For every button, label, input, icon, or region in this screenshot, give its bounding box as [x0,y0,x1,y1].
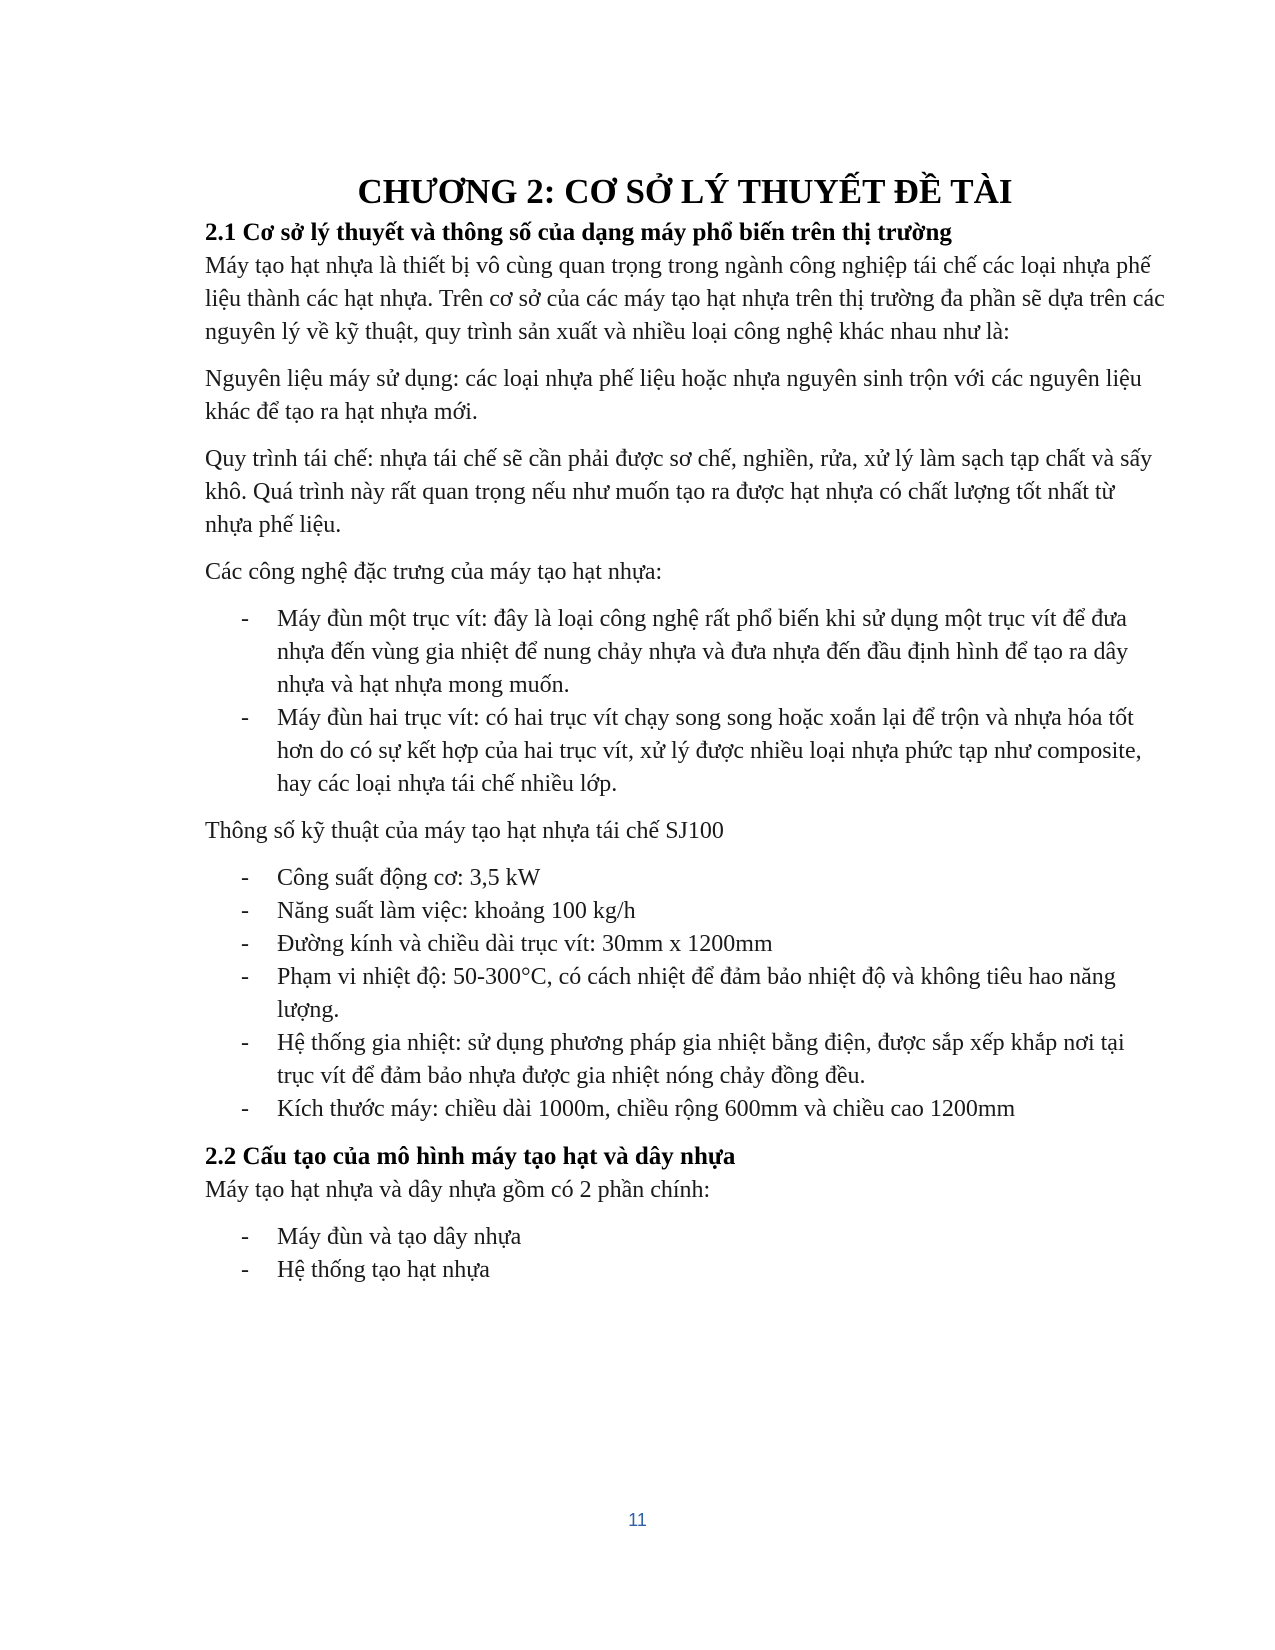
section-heading-2-1: 2.1 Cơ sở lý thuyết và thông số của dạng máy phổ biến trên thị trường [205,219,952,246]
paragraph-recycling-process: Quy trình tái chế: nhựa tái chế sẽ cần phải được sơ chế, nghiền, rửa, xử lý làm sạch tạp chất và sấy khô. Quá trình này rất quan trọng nếu như muốn tạo ra được hạt nhựa có chất lượng tốt nhất từ nhựa phế liệu. [205,446,1153,538]
list-item [205,1221,1165,1254]
main-parts-list [205,1221,1165,1287]
list-item-text: Năng suất làm việc: khoảng 100 kg/h [277,898,636,924]
list-item [205,928,1165,961]
dash-bullet: - [241,865,249,891]
list-item-text: Hệ thống gia nhiệt: sử dụng phương pháp gia nhiệt bằng điện, được sắp xếp khắp nơi tại trục vít để đảm bảo nhựa được gia nhiệt nóng chảy đồng đều. [277,1030,1125,1089]
paragraph-intro: Máy tạo hạt nhựa là thiết bị vô cùng quan trọng trong ngành công nghiệp tái chế các loại nhựa phế liệu thành các hạt nhựa. Trên cơ sở của các máy tạo hạt nhựa trên thị trường đa phần sẽ dựa trên các nguyên lý về kỹ thuật, quy trình sản xuất và nhiều loại công nghệ khác nhau như là: [205,253,1165,345]
list-item-text: Máy đùn và tạo dây nhựa [277,1224,522,1250]
dash-bullet: - [241,705,249,731]
list-item-text: Máy đùn hai trục vít: có hai trục vít chạy song song hoặc xoắn lại để trộn và nhựa hóa tốt hơn do có sự kết hợp của hai trục vít, xử lý được nhiều loại nhựa phức tạp như composite, hay các loại nhựa tái chế nhiều lớp. [277,705,1142,797]
dash-bullet: - [241,898,249,924]
paragraph-main-parts-intro: Máy tạo hạt nhựa và dây nhựa gồm có 2 phần chính: [205,1177,711,1203]
paragraph-materials: Nguyên liệu máy sử dụng: các loại nhựa phế liệu hoặc nhựa nguyên sinh trộn với các nguyên liệu khác để tạo ra hạt nhựa mới. [205,366,1142,425]
dash-bullet: - [241,1030,249,1056]
list-item-text: Đường kính và chiều dài trục vít: 30mm x 1200mm [277,931,773,957]
dash-bullet: - [241,931,249,957]
list-item-text: Hệ thống tạo hạt nhựa [277,1257,490,1283]
list-item-text: Kích thước máy: chiều dài 1000m, chiều rộng 600mm và chiều cao 1200mm [277,1096,1016,1122]
list-item [205,862,1165,895]
dash-bullet: - [241,606,249,632]
dash-bullet: - [241,1257,249,1283]
paragraph-technologies-intro: Các công nghệ đặc trưng của máy tạo hạt nhựa: [205,559,663,585]
list-item [205,603,1165,702]
paragraph-spec-intro: Thông số kỹ thuật của máy tạo hạt nhựa tái chế SJ100 [205,818,724,844]
list-item [205,961,1165,1027]
list-item-text: Công suất động cơ: 3,5 kW [277,865,541,891]
dash-bullet: - [241,1096,249,1122]
list-item-text: Phạm vi nhiệt độ: 50-300°C, có cách nhiệt để đảm bảo nhiệt độ và không tiêu hao năng lượng. [277,964,1116,1023]
dash-bullet: - [241,1224,249,1250]
list-item [205,895,1165,928]
section-heading-2-2: 2.2 Cấu tạo của mô hình máy tạo hạt và dây nhựa [205,1143,736,1170]
page-content [205,170,1165,1301]
technology-list [205,603,1165,801]
page-number: 11 [628,1510,647,1530]
list-item [205,1254,1165,1287]
list-item [205,702,1165,801]
list-item [205,1027,1165,1093]
list-item [205,1093,1165,1126]
dash-bullet: - [241,964,249,990]
spec-list [205,862,1165,1126]
list-item-text: Máy đùn một trục vít: đây là loại công nghệ rất phổ biến khi sử dụng một trục vít để đưa nhựa đến vùng gia nhiệt để nung chảy nhựa và đưa nhựa đến đầu định hình để tạo ra dây nhựa và hạt nhựa mong muốn. [277,606,1129,698]
chapter-title: CHƯƠNG 2: CƠ SỞ LÝ THUYẾT ĐỀ TÀI [357,172,1013,211]
